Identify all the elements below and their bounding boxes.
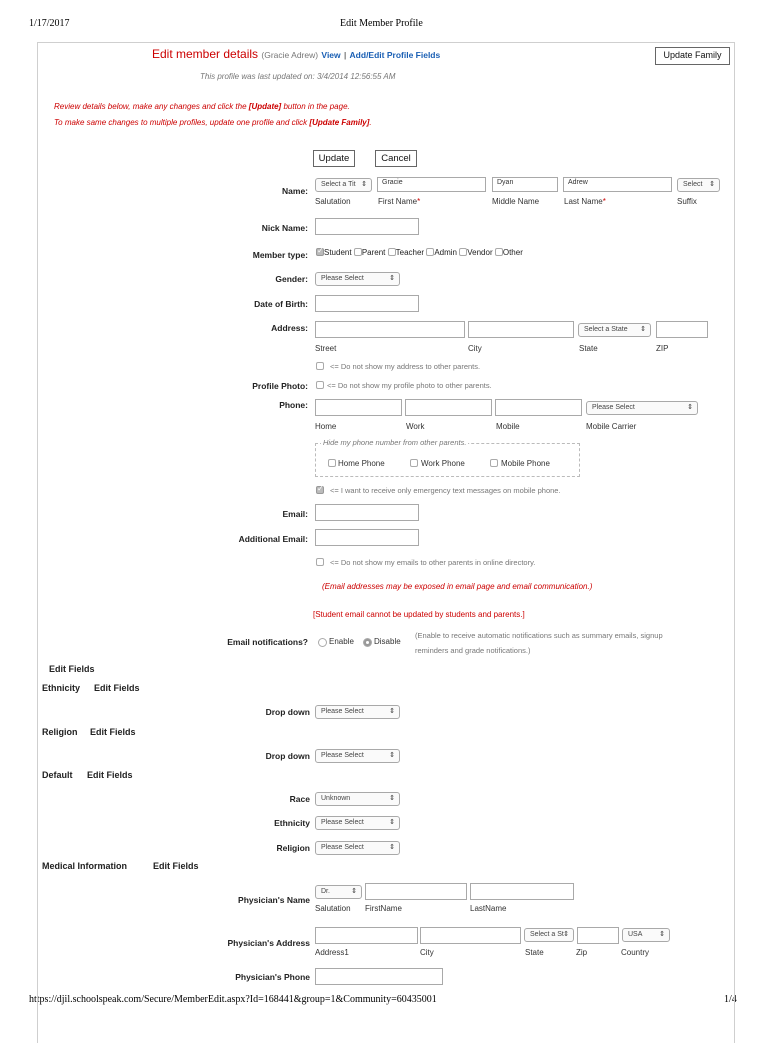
gender-select[interactable]: Please Select ⇕: [315, 272, 400, 286]
admin-checkbox[interactable]: [426, 248, 434, 256]
mobile-carrier-caption: Mobile Carrier: [586, 422, 637, 431]
suffix-caption: Suffix: [677, 197, 697, 206]
physician-phone-label: Physician's Phone: [235, 972, 310, 982]
first-name-input[interactable]: Gracie: [377, 177, 486, 192]
separator: |: [343, 50, 347, 60]
hide-home-phone-checkbox[interactable]: [328, 459, 336, 467]
chevron-updown-icon: ⇕: [389, 819, 395, 826]
last-name-caption: Last Name*: [564, 197, 606, 206]
other-checkbox[interactable]: [495, 248, 503, 256]
email-label: Email:: [282, 509, 308, 519]
work-caption: Work: [406, 422, 425, 431]
physician-country-caption: Country: [621, 948, 650, 957]
city-caption: City: [468, 344, 482, 353]
religion-label: Religion: [276, 843, 310, 853]
emergency-only-checkbox[interactable]: [316, 486, 324, 494]
print-title: Edit Member Profile: [340, 18, 423, 29]
physician-first-name-input[interactable]: [365, 883, 467, 900]
middle-name-input[interactable]: Dyan: [492, 177, 558, 192]
physician-zip-caption: Zip: [576, 948, 588, 957]
print-date: 1/17/2017: [29, 18, 70, 29]
default-section-title: Default: [42, 770, 73, 780]
city-input[interactable]: [468, 321, 574, 338]
chevron-updown-icon: ⇕: [687, 404, 693, 411]
nick-name-input[interactable]: [315, 218, 419, 235]
physician-address-caption: Address1: [315, 948, 349, 957]
chevron-updown-icon: ⇕: [389, 752, 395, 759]
hide-address-text: <= Do not show my address to other parents.: [330, 362, 481, 371]
physician-last-name-caption: LastName: [470, 904, 507, 913]
emergency-only-text: <= I want to receive only emergency text messages on mobile phone.: [330, 486, 561, 495]
religion-section-title: Religion: [42, 727, 78, 737]
vendor-checkbox[interactable]: [459, 248, 467, 256]
physician-first-name-caption: FirstName: [365, 904, 402, 913]
hide-email-checkbox[interactable]: [316, 558, 324, 566]
state-select[interactable]: Select a State ⇕: [578, 323, 651, 337]
update-family-button[interactable]: Update Family: [655, 47, 730, 65]
notifications-note-1: (Enable to receive automatic notifications such as summary emails, signup: [415, 631, 663, 640]
physician-salutation-select[interactable]: Dr. ⇕: [315, 885, 362, 899]
chevron-updown-icon: ⇕: [389, 708, 395, 715]
medical-edit-fields-link[interactable]: Edit Fields: [153, 861, 199, 871]
physician-last-name-input[interactable]: [470, 883, 574, 900]
additional-email-input[interactable]: [315, 529, 419, 546]
chevron-updown-icon: ⇕: [389, 795, 395, 802]
mobile-phone-input[interactable]: [495, 399, 582, 416]
hide-mobile-phone-text: Mobile Phone: [501, 459, 550, 468]
physician-name-label: Physician's Name: [238, 895, 310, 905]
student-email-note: [Student email cannot be updated by students and parents.]: [313, 610, 525, 619]
suffix-select[interactable]: Select ⇕: [677, 178, 720, 192]
physician-city-input[interactable]: [420, 927, 521, 944]
ethnicity-section-title: Ethnicity: [42, 683, 81, 693]
member-type-options: ✓ Student Parent Teacher Admin Vendor Other: [316, 248, 523, 257]
state-caption: State: [579, 344, 598, 353]
chevron-updown-icon: ⇕: [709, 181, 715, 188]
street-caption: Street: [315, 344, 337, 353]
chevron-updown-icon: ⇕: [361, 181, 367, 188]
chevron-updown-icon: ⇕: [351, 888, 357, 895]
ethnicity-select[interactable]: Please Select ⇕: [315, 816, 400, 830]
salutation-caption: Salutation: [315, 197, 351, 206]
middle-name-caption: Middle Name: [492, 197, 540, 206]
hide-work-phone-checkbox[interactable]: [410, 459, 418, 467]
physician-state-caption: State: [525, 948, 544, 957]
enable-radio[interactable]: [318, 638, 327, 647]
dob-label: Date of Birth:: [254, 299, 308, 309]
hide-photo-text: <= Do not show my profile photo to other parents.: [327, 381, 492, 390]
ethnicity-label: Ethnicity: [274, 818, 310, 828]
first-name-caption: First Name*: [378, 197, 421, 206]
chevron-updown-icon: ⇕: [389, 844, 395, 851]
physician-zip-input[interactable]: [577, 927, 619, 944]
email-exposure-warning: (Email addresses may be exposed in email page and email communication.): [322, 582, 593, 591]
dob-input[interactable]: [315, 295, 419, 312]
disable-radio-label: Disable: [374, 637, 401, 646]
additional-email-label: Additional Email:: [238, 534, 308, 544]
zip-caption: ZIP: [656, 344, 669, 353]
religion-edit-fields-link[interactable]: Edit Fields: [90, 727, 136, 737]
medical-section-title: Medical Information: [42, 861, 128, 871]
phone-label: Phone:: [279, 400, 308, 410]
physician-state-select[interactable]: Select a St ⇕: [524, 928, 574, 942]
email-input[interactable]: [315, 504, 419, 521]
race-label: Race: [289, 794, 310, 804]
member-type-label: Member type:: [252, 250, 308, 260]
physician-city-caption: City: [420, 948, 434, 957]
page-heading: [152, 47, 440, 61]
chevron-updown-icon: ⇕: [640, 326, 646, 333]
physician-salutation-caption: Salutation: [315, 904, 351, 913]
physician-country-select[interactable]: USA ⇕: [622, 928, 670, 942]
chevron-updown-icon: ⇕: [659, 931, 665, 938]
teacher-checkbox[interactable]: [388, 248, 396, 256]
enable-radio-label: Enable: [329, 637, 354, 646]
hide-work-phone-text: Work Phone: [421, 459, 465, 468]
religion-select[interactable]: Please Select ⇕: [315, 841, 400, 855]
hide-email-text: <= Do not show my emails to other parents in online directory.: [330, 558, 536, 567]
home-phone-input[interactable]: [315, 399, 402, 416]
race-select[interactable]: Unknown ⇕: [315, 792, 400, 806]
home-caption: Home: [315, 422, 337, 431]
default-edit-fields-link[interactable]: Edit Fields: [87, 770, 133, 780]
work-phone-input[interactable]: [405, 399, 492, 416]
instruction-line-2: To make same changes to multiple profiles, update one profile and click [Update Family].: [54, 118, 372, 127]
profile-photo-label: Profile Photo:: [252, 381, 308, 391]
name-label: Name:: [282, 186, 308, 196]
street-input[interactable]: [315, 321, 465, 338]
ethnicity-dropdown[interactable]: Please Select ⇕: [315, 705, 400, 719]
nick-name-label: Nick Name:: [261, 223, 308, 233]
hide-address-checkbox[interactable]: [316, 362, 324, 370]
member-name: (Gracie Adrew): [261, 50, 319, 60]
add-edit-profile-fields-link[interactable]: Add/Edit Profile Fields: [349, 50, 441, 60]
instruction-line-1: Review details below, make any changes and click the [Update] button in the page.: [54, 102, 350, 111]
hide-mobile-phone-checkbox[interactable]: [490, 459, 498, 467]
physician-address-label: Physician's Address: [227, 938, 310, 948]
hide-photo-checkbox[interactable]: [316, 381, 324, 389]
edit-fields-link[interactable]: Edit Fields: [49, 664, 95, 674]
last-updated: This profile was last updated on: 3/4/2014 12:56:55 AM: [200, 72, 396, 81]
gender-label: Gender:: [275, 274, 308, 284]
last-name-input[interactable]: Adrew: [563, 177, 672, 192]
email-notifications-label: Email notifications?: [227, 637, 308, 647]
religion-dropdown-label: Drop down: [265, 751, 310, 761]
notifications-note-2: reminders and grade notifications.): [415, 646, 531, 655]
chevron-updown-icon: ⇕: [389, 275, 395, 282]
print-page-number: 1/4: [724, 994, 737, 1005]
religion-dropdown[interactable]: Please Select ⇕: [315, 749, 400, 763]
ethnicity-dropdown-label: Drop down: [265, 707, 310, 717]
cancel-button[interactable]: Cancel: [375, 150, 417, 167]
view-link[interactable]: View: [321, 50, 341, 60]
address-label: Address:: [271, 323, 308, 333]
salutation-select[interactable]: Select a Tit ⇕: [315, 178, 372, 192]
print-url: https://djil.schoolspeak.com/Secure/MemberEdit.aspx?Id=168441&group=1&Community=60435001: [29, 994, 437, 1005]
student-checkbox[interactable]: [316, 248, 324, 256]
zip-input[interactable]: [656, 321, 708, 338]
mobile-caption: Mobile: [496, 422, 520, 431]
physician-phone-input[interactable]: [315, 968, 443, 985]
ethnicity-edit-fields-link[interactable]: Edit Fields: [94, 683, 140, 693]
parent-checkbox[interactable]: [354, 248, 362, 256]
physician-address-input[interactable]: [315, 927, 418, 944]
disable-radio[interactable]: [363, 638, 372, 647]
page-title: Edit member details: [152, 47, 259, 61]
mobile-carrier-select[interactable]: Please Select ⇕: [586, 401, 698, 415]
chevron-updown-icon: ⇕: [563, 931, 569, 938]
update-button[interactable]: Update: [313, 150, 355, 167]
hide-home-phone-text: Home Phone: [338, 459, 385, 468]
hide-phone-legend: Hide my phone number from other parents.: [323, 438, 467, 447]
